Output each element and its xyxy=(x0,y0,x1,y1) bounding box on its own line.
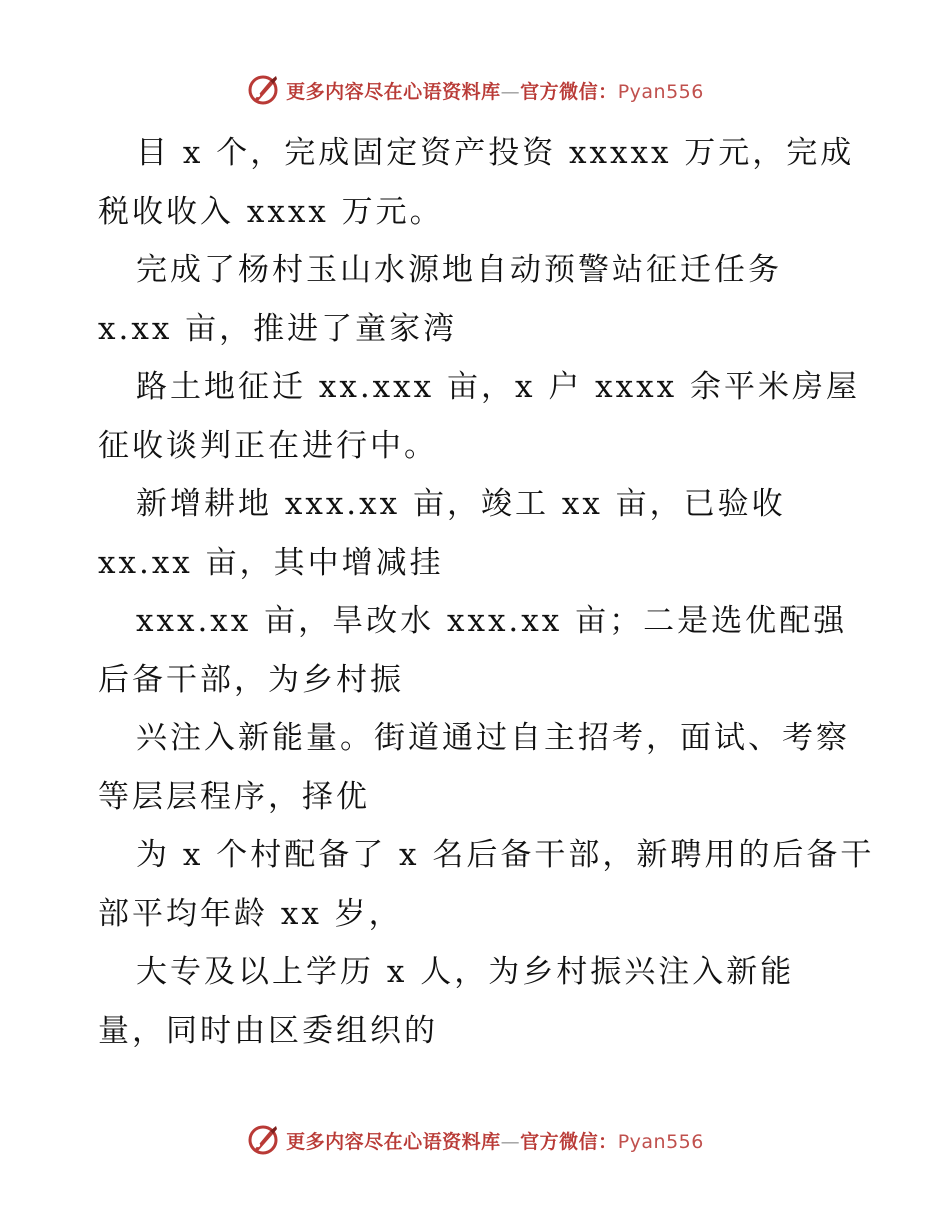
banner-text xyxy=(286,1127,704,1154)
paragraph-line: 等层层程序，择优 xyxy=(98,778,370,815)
banner-separator: — xyxy=(500,1130,521,1153)
document-body xyxy=(98,124,878,1060)
banner-text xyxy=(286,77,704,104)
paragraph-line: 路土地征迁 xx.xxx 亩，x 户 xxxx 余平米房屋 xyxy=(136,369,860,405)
paragraph-line: x.xx 亩，推进了童家湾 xyxy=(98,310,458,347)
paragraph-line: 大专及以上学历 x 人，为乡村振兴注入新能 xyxy=(136,954,795,990)
paragraph-line: xx.xx 亩，其中增减挂 xyxy=(98,544,444,581)
banner-wechat-label: 官方微信： xyxy=(520,1130,618,1153)
banner-brand: 更多内容尽在心语资料库 xyxy=(286,80,501,103)
quill-pen-logo-icon xyxy=(246,1123,280,1157)
header-banner xyxy=(0,70,950,110)
paragraph-line: 量，同时由区委组织的 xyxy=(98,1012,438,1049)
banner-wechat-label: 官方微信： xyxy=(520,80,618,103)
banner-separator: — xyxy=(500,80,521,103)
paragraph-line: 目 x 个，完成固定资产投资 xxxxx 万元，完成 xyxy=(136,135,855,171)
paragraph-line: 兴注入新能量。街道通过自主招考，面试、考察 xyxy=(136,720,850,756)
footer-banner xyxy=(0,1120,950,1160)
paragraph-line: xxx.xx 亩，旱改水 xxx.xx 亩；二是选优配强 xyxy=(136,603,848,639)
paragraph-line: 部平均年龄 xx 岁， xyxy=(98,895,403,932)
paragraph-line: 征收谈判正在进行中。 xyxy=(98,427,438,464)
paragraph-line: 税收收入 xxxx 万元。 xyxy=(98,193,444,230)
banner-brand: 更多内容尽在心语资料库 xyxy=(286,1130,501,1153)
banner-wechat-id: Pyan556 xyxy=(617,80,704,103)
paragraph-line: 完成了杨村玉山水源地自动预警站征迁任务 xyxy=(136,252,782,288)
paragraph-line: 为 x 个村配备了 x 名后备干部，新聘用的后备干 xyxy=(136,837,875,873)
quill-pen-logo-icon xyxy=(246,73,280,107)
paragraph-line: 后备干部，为乡村振 xyxy=(98,661,404,698)
banner-wechat-id: Pyan556 xyxy=(617,1130,704,1153)
paragraph-line: 新增耕地 xxx.xx 亩，竣工 xx 亩，已验收 xyxy=(136,486,786,522)
